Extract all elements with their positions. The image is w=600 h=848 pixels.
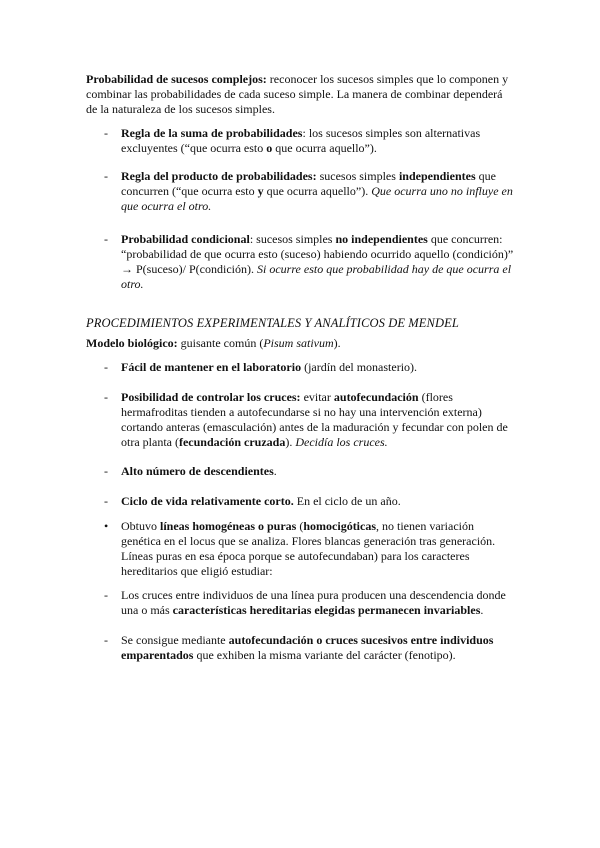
- item-span: Los cruces entre individuos de una línea pura producen una descendencia donde una o más: [121, 588, 506, 617]
- item-span: .: [480, 603, 484, 617]
- dash-marker: -: [104, 126, 108, 140]
- item-bold: Posibilidad de controlar los cruces:: [121, 390, 301, 404]
- list-item-control-crosses: [104, 390, 516, 450]
- item-span: (: [296, 519, 304, 533]
- list-item-life-cycle: [104, 494, 516, 509]
- rule-bold: Probabilidad condicional: [121, 232, 250, 246]
- item-span: En el ciclo de un año.: [293, 494, 401, 508]
- rule-italic: Que ocurra uno no influye en que ocurra el otro.: [121, 184, 513, 213]
- item-bold: Fácil de mantener en el laboratorio: [121, 360, 302, 374]
- list-item-descendants: [104, 464, 516, 479]
- item-span: que exhiben la misma variante del carácter (fenotipo).: [193, 648, 456, 662]
- item-italic: Decidía los cruces.: [295, 435, 388, 449]
- item-text: [121, 390, 516, 450]
- rule-bold: independientes: [398, 169, 476, 183]
- item-span: Obtuvo: [121, 519, 160, 533]
- list-item-self-fertilization: [104, 633, 516, 663]
- item-bold: autofecundación o cruces sucesivos entre individuos emparentados: [121, 633, 494, 662]
- dash-marker: -: [104, 494, 108, 508]
- item-span: , no tienen variación genética en el locus que se analiza. Flores blancas generación tras generación. Líneas puras en esa época porque se autofecundaban) para los caracteres hereditarios que eligió estudiar:: [121, 519, 496, 578]
- item-text: [121, 588, 516, 618]
- item-text: [121, 633, 516, 663]
- item-span: (jardín del monasterio).: [301, 360, 418, 374]
- dash-marker: -: [104, 588, 108, 602]
- dash-marker: -: [104, 232, 108, 246]
- rule-span: sucesos simples: [316, 169, 399, 183]
- rule-span: que ocurra aquello”).: [263, 184, 372, 198]
- model-span: guisante común (: [177, 336, 264, 350]
- model-paragraph: [86, 336, 516, 351]
- dash-marker: -: [104, 360, 108, 374]
- rule-bold: Regla de la suma de probabilidades: [121, 126, 303, 140]
- model-span: ).: [333, 336, 341, 350]
- intro-text: reconocer los sucesos simples que lo componen y combinar las probabilidades de cada suceso simple. La manera de combinar dependerá de la naturaleza de los sucesos simples.: [86, 72, 509, 116]
- rule-text: [121, 232, 516, 292]
- rule-span: que concurren (“que ocurra esto: [121, 169, 496, 198]
- rule-item-sum: [104, 126, 516, 156]
- item-span: Se consigue mediante: [121, 633, 229, 647]
- section-heading: PROCEDIMIENTOS EXPERIMENTALES Y ANALÍTICOS DE MENDEL: [86, 316, 459, 330]
- item-bold: características hereditarias elegidas permanecen invariables: [172, 603, 481, 617]
- dash-marker: -: [104, 390, 108, 404]
- rule-span: : sucesos simples: [249, 232, 336, 246]
- list-item-easy-maintain: [104, 360, 516, 375]
- model-italic: Pisum sativum: [263, 336, 334, 350]
- intro-bold: Probabilidad de sucesos complejos:: [86, 72, 267, 86]
- item-bold: Ciclo de vida relativamente corto.: [121, 494, 294, 508]
- model-bold: Modelo biológico:: [86, 336, 178, 350]
- dash-marker: -: [104, 633, 108, 647]
- item-bold: líneas homogéneas o puras: [160, 519, 297, 533]
- list-item-pure-lines: [104, 519, 516, 579]
- list-item-pure-crosses: [104, 588, 516, 618]
- rule-text: [121, 169, 516, 214]
- rule-text: [121, 126, 516, 156]
- bullet-marker: •: [104, 519, 109, 533]
- item-text: [121, 464, 516, 479]
- rule-bold: y: [257, 184, 264, 198]
- item-span: (flores hermafroditas tienden a autofecundarse si no hay una intervención externa) cortando anteras (emasculación) antes de la maduración y fecundar con polen de otra planta (: [121, 390, 508, 449]
- item-bold: autofecundación: [333, 390, 419, 404]
- rule-item-product: [104, 169, 516, 214]
- item-span: evitar: [300, 390, 334, 404]
- item-text: [121, 360, 516, 375]
- rule-span: que concurren: “probabilidad de que ocurra esto (suceso) habiendo ocurrido aquello (condición)” → P(suceso)/ P(condición).: [121, 232, 514, 276]
- item-span: ).: [285, 435, 296, 449]
- intro-paragraph: [86, 72, 516, 117]
- dash-marker: -: [104, 169, 108, 183]
- item-text: [121, 519, 516, 579]
- dash-marker: -: [104, 464, 108, 478]
- item-text: [121, 494, 516, 509]
- rule-bold: o: [266, 141, 273, 155]
- rule-bold: no independientes: [335, 232, 428, 246]
- rule-span: : los sucesos simples son alternativas excluyentes (“que ocurra esto: [121, 126, 481, 155]
- item-span: .: [273, 464, 277, 478]
- rule-bold: Regla del producto de probabilidades:: [121, 169, 317, 183]
- item-bold: fecundación cruzada: [178, 435, 286, 449]
- rule-span: que ocurra aquello”).: [272, 141, 377, 155]
- item-bold: Alto número de descendientes: [121, 464, 274, 478]
- item-bold: homocigóticas: [303, 519, 377, 533]
- rule-italic: Si ocurre esto que probabilidad hay de que ocurra el otro.: [121, 262, 512, 291]
- rule-item-conditional: [104, 232, 516, 292]
